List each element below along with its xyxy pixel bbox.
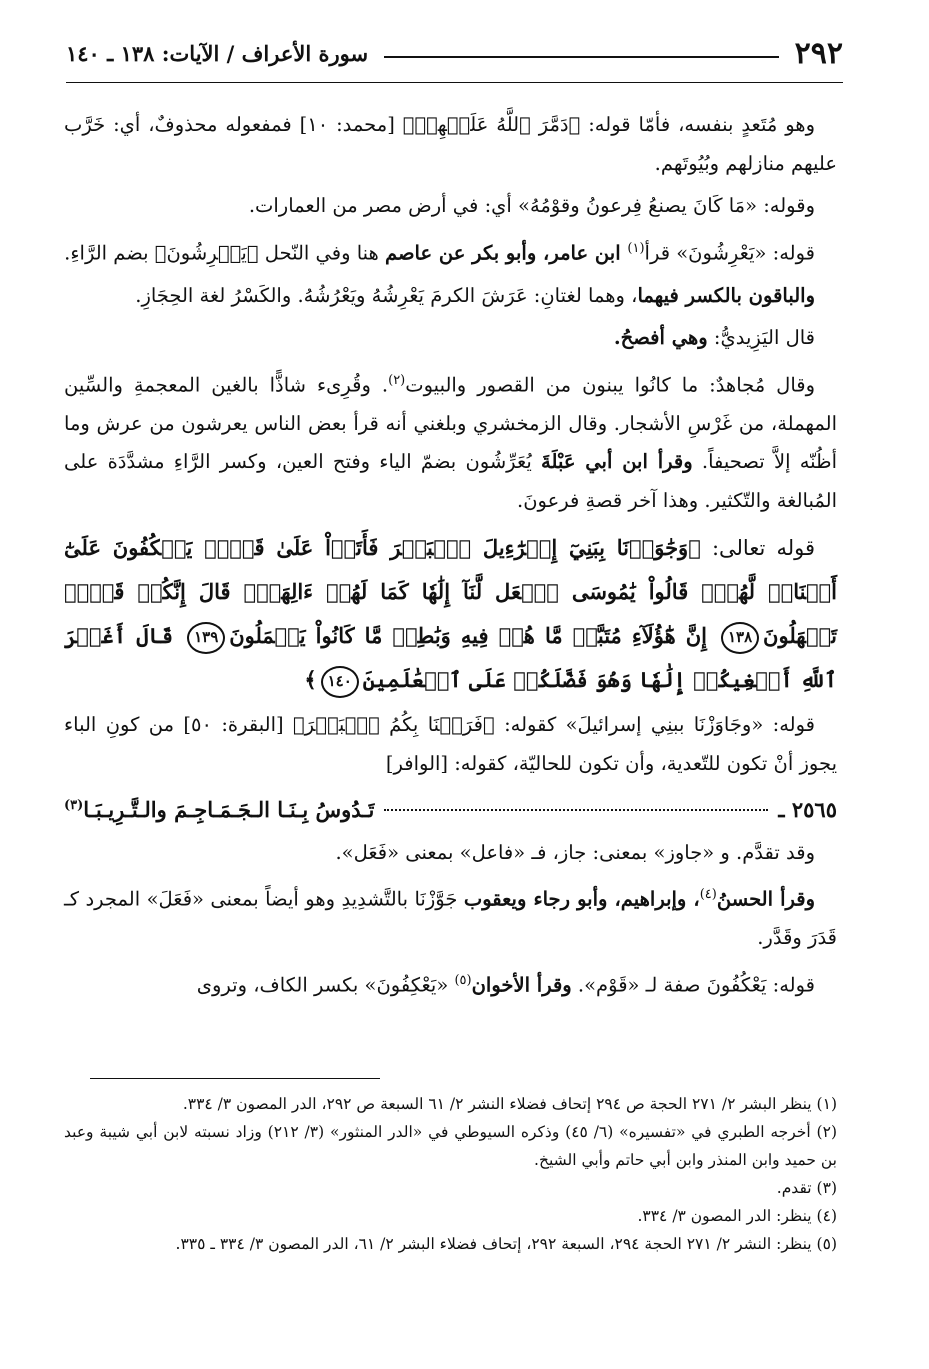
- footnote-ref-3[interactable]: (٣): [64, 798, 84, 813]
- paragraph-9: وقرأ الحسنُ$^{(٤)}$، وإبراهيم، وأبو رجاء ويعقوب جَوَّزْنَا بالتَّشدِيدِ وهو أيضاً بمعنى «فَعَلَ» المجرد كـ قَدَرَ وقَدَّر.: [64, 887, 837, 949]
- paragraph-7: قوله: «وجَاوَزْنَا ببنِي إسرائيلَ» كقوله: ﴿فَرَقۡنَا بِكُمُ ٱلۡبَحۡرَ﴾ [البقرة: ٥٠] من كونِ الباء يجوز أنْ تكون للتّعدية، وأن تكون للحاليّة، كقوله: [الوافر]: [64, 713, 837, 775]
- verse-text: تَـدُوسُ بِـنَـا الـجَـمَـاجِـمَ والـتَّـرِيـبَـا$^{(٣)}$: [64, 797, 375, 822]
- paragraph-4: والباقون بالكسر فيهما، وهما لغتانِ: عَرَشَ الكرمَ يَعْرِشُهُ ويَعْرُشُهُ. والكَسْرُ لغة الحِجَازِ.: [135, 283, 815, 307]
- header-rule: [384, 56, 779, 58]
- verse-number: ٢٥٦٥ ـ: [778, 797, 837, 822]
- paragraph-3: قوله: «يَعْرِشُونَ» قرأ$^{(١)}$ ابن عامر، وأبو بكر عن عاصم هنا وفي النّحل ﴿يَعۡرِشُونَ﴾ بضم الرَّاءِ.: [64, 240, 815, 264]
- quran-passage: قوله تعالى: ﴿وَجَٰوَزۡنَا بِبَنِيٓ إِسۡرَٰٓءِيلَ ٱلۡبَحۡرَ فَأَتَوۡاْ عَلَىٰ قَوۡمٖ يَعۡكُفُونَ عَلَىٰٓ أَصۡنَامٖ لَّهُمۡۚ قَالُواْ يَٰمُوسَى ٱجۡعَل لَّنَآ إِلَٰهٗا كَمَا لَهُمۡ ءَالِهَةٞۚ قَالَ إِنَّكُمۡ قَوۡمٞ تَجۡهَلُونَ١٣٨ إِنَّ هَٰٓؤُلَآءِ مُتَبَّرٞ مَّا هُمۡ فِيهِ وَبَٰطِلٞ مَّا كَانُواْ يَعۡمَلُونَ١٣٩ قَالَ أَغَيۡرَ ٱللَّهِ أَبۡغِيكُمۡ إِلَٰهٗا وَهُوَ فَضَّلَكُمۡ عَلَى ٱلۡعَٰلَمِينَ١٤٠﴾: [64, 526, 837, 702]
- footnote-5: (٥) ينظر: النشر ٢/ ٢٧١ الحجة ٢٩٤، السبعة ٢٩٢، إتحاف فضلاء البشر ٢/ ٦١، الدر المصون ٣/ ٣٣٤ ـ ٣٣٥.: [175, 1235, 837, 1253]
- paragraph-10: قوله: يَعْكُفُونَ صفة لـ «قَوْم». وقرأ الأخوان$^{(٥)}$ «يَعْكِفُونَ» بكسر الكاف، وتروى: [196, 972, 815, 996]
- page-number: ٢٩٢: [794, 35, 843, 71]
- footnote-1: (١) ينظر البشر ٢/ ٢٧١ الحجة ص ٢٩٤ إتحاف فضلاء النشر ٢/ ٦١ السبعة ص ٢٩٢، الدر المصون ٣/ ٣٣٤.: [182, 1095, 837, 1113]
- footnote-separator: [90, 1078, 380, 1079]
- footnote-4: (٤) ينظر: الدر المصون ٣/ ٣٣٤.: [637, 1207, 837, 1225]
- ayah-number-138: ١٣٨: [721, 622, 759, 654]
- header-bottom-rule: [66, 82, 843, 83]
- verse-dotted-leader: [384, 809, 768, 811]
- ayah-number-140: ١٤٠: [321, 666, 359, 698]
- paragraph-1: وهو مُتَعدٍ بنفسه، فأمّا قوله: ﴿دَمَّرَ ٱللَّهُ عَلَيۡهِمۡ﴾ [محمد: ١٠] فمفعوله محذوفٌ، أي: خَرَّب عليهم منازلهم وبُيُوتَهم.: [64, 113, 837, 175]
- page-header: [66, 28, 843, 78]
- paragraph-6: وقال مُجاهدٌ: ما كانُوا يبنون من القصور والبيوت$^{(٢)}$. وقُرِىء شاذًّا بالغين المعجمةِ والسِّين المهملة، من غَرْسِ الأشجار. وقال الزمخشري وبلغني أنه قرأ بعض الناس يعرشون من عرش وما أظُنّه إلاَّ تصحيفاً. وقرأ ابن أبي عَبْلَةَ يُعَرِّشُون بضمّ الياء وفتح العين، وكسر الرَّاءِ مشدَّدَة على المُبالغة والتّكثير. وهذا آخر قصةِ فرعونَ.: [64, 372, 837, 512]
- main-text: [64, 106, 837, 1009]
- paragraph-2: وقوله: «مَا كَانَ يصنعُ فِرعونُ وقوْمُهُ» أي: في أرض مصر من العمارات.: [248, 194, 815, 217]
- ayah-number-139: ١٣٩: [187, 622, 225, 654]
- footnote-ref-1[interactable]: (١): [627, 240, 645, 256]
- footnotes: [64, 1090, 837, 1258]
- footnote-3: (٣) تقدم.: [776, 1179, 837, 1197]
- poetry-verse: [64, 787, 837, 830]
- footnote-2: (٢) أخرجه الطبري في «تفسيره» (٦/ ٤٥) وذكره السيوطي في «الدر المنثور» (٣/ ٢١٢) وزاد نسبته لابن أبي شيبة وعبد بن حميد وابن المنذر وابن أبي حاتم وأبي الشيخ.: [64, 1123, 837, 1169]
- paragraph-8: وقد تقدَّم. و «جاوز» بمعنى: جاز، فـ «فاعل» بمعنى «فَعَل».: [335, 840, 815, 864]
- running-title: سورة الأعراف / الآيات: ١٣٨ ـ ١٤٠: [66, 40, 369, 66]
- footnote-ref-2[interactable]: (٢): [388, 372, 406, 388]
- footnote-ref-5[interactable]: (٥): [454, 972, 472, 988]
- footnote-ref-4[interactable]: (٤): [699, 887, 717, 902]
- paragraph-5: قال اليَزِيديُّ: وهي أفصحُ.: [613, 326, 815, 349]
